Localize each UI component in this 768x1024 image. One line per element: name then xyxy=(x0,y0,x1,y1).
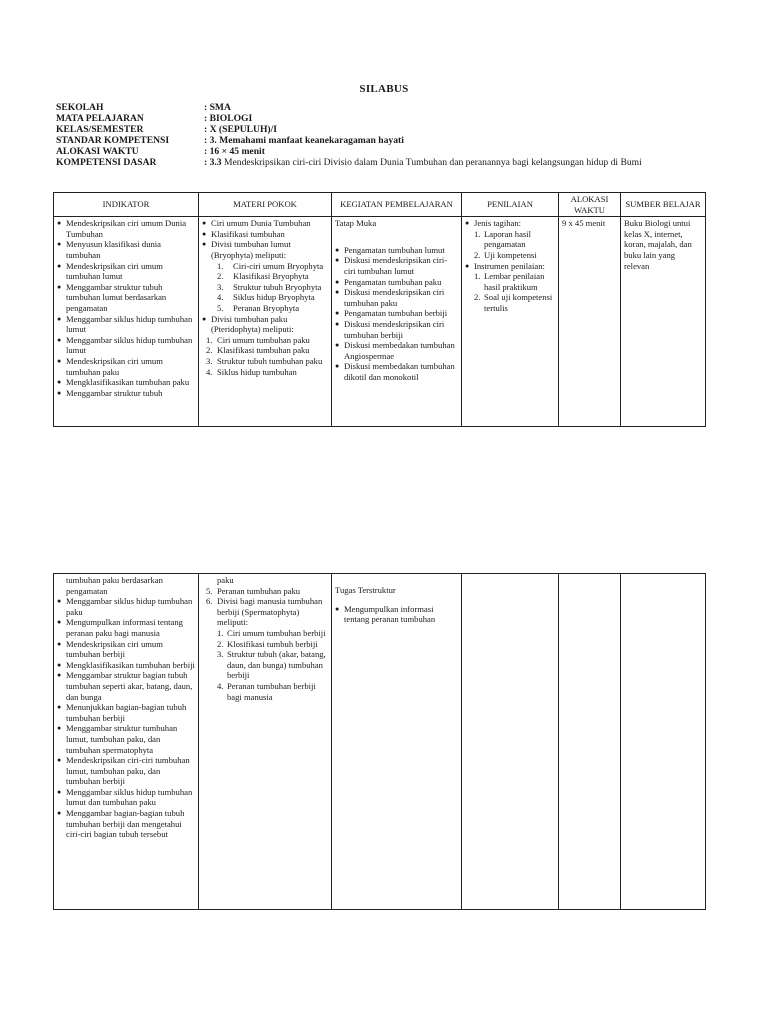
kd-text: Mendeskripsikan ciri-ciri Divisio dalam Dunia Tumbuhan dan peranannya bagi kelangsungan hidup di Bumi xyxy=(221,157,642,168)
list-item: ● Instrumen penilaian: xyxy=(465,261,555,272)
list-item: ● Klasifikasi tumbuhan xyxy=(202,229,328,240)
list-item: 2. Uji kompetensi xyxy=(474,249,537,260)
syllabus-table-2 xyxy=(53,573,706,910)
meta-row-mata-pelajaran xyxy=(56,113,642,124)
list-item: 1. Ciri-ciri umum Bryophyta xyxy=(217,260,324,271)
list-item: ● Mengumpulkan informasi tentang peranan paku bagi manusia xyxy=(57,617,195,638)
list-item: ● Menggambar siklus hidup tumbuhan lumut dan tumbuhan paku xyxy=(57,787,195,808)
meta-value xyxy=(204,157,642,168)
meta-label: STANDAR KOMPETENSI xyxy=(56,135,170,146)
list-item: 3. Struktur tubuh tumbuhan paku xyxy=(206,355,323,366)
cell-kegiatan xyxy=(332,217,462,427)
list-item: ● Mengklasifikasikan tumbuhan paku xyxy=(57,377,195,388)
cell-penilaian xyxy=(462,574,559,910)
list-item: ● Menggambar bagian-bagian tubuh tumbuhan berbiji dan mengetahui ciri-ciri bagian tubuh tersebut xyxy=(57,808,195,840)
cell-alokasi: 9 x 45 menit xyxy=(559,217,621,427)
list-item: ● Mendeskripsikan ciri umum tumbuhan lumut xyxy=(57,261,195,282)
list-item: 6. Divisi bagi manusia tumbuhan berbiji (Spermatophyta) meliputi: xyxy=(206,596,323,628)
cell-kegiatan xyxy=(332,574,462,910)
list-item: ● Menggambar struktur tubuh tumbuhan lumut berdasarkan pengamatan xyxy=(57,282,195,314)
list-item: ● Diskusi mendeskripsikan ciri tumbuhan paku xyxy=(335,287,458,308)
list-item: ● Divisi tumbuhan paku (Pteridophyta) meliputi: xyxy=(202,314,328,335)
list-item: 2. Klasifikasi tumbuhan paku xyxy=(206,345,310,356)
list-item: 1. Ciri umum tumbuhan berbiji xyxy=(217,627,326,638)
header-kegiatan-pembelajaran: KEGIATAN PEMBELAJARAN xyxy=(332,193,462,217)
list-item: 2. Soal uji kompetensi tertulis xyxy=(474,292,553,313)
list-item: ● Menggambar struktur tumbuhan lumut, tumbuhan paku, dan tumbuhan spermatophyta xyxy=(57,723,195,755)
list-item: ● Menggambar siklus hidup tumbuhan lumut xyxy=(57,314,195,335)
list-item-continued: tumbuhan paku berdasarkan pengamatan xyxy=(66,575,163,596)
meta-row-kompetensi-dasar xyxy=(56,157,642,168)
cell-indikator xyxy=(54,217,199,427)
meta-value: : BIOLOGI xyxy=(204,113,253,124)
list-item: 5. Peranan Bryophyta xyxy=(217,302,300,313)
identity-block xyxy=(56,102,642,168)
cell-sumber: Buku Biologi untui kelas X, internet, koran, majalah, dan buku lain yang relevan xyxy=(621,217,706,427)
table-header-row xyxy=(54,193,706,217)
list-item: 1. Lembar penilaian hasil praktikum xyxy=(474,271,545,292)
list-item: ● Menggambar siklus hidup tumbuhan lumut xyxy=(57,335,195,356)
list-item: ● Divisi tumbuhan lumut (Bryophyta) meliputi: xyxy=(202,239,328,260)
list-item: 1. Ciri umum tumbuhan paku xyxy=(206,334,310,345)
meta-value: : X (SEPULUH)/I xyxy=(204,124,278,135)
header-indikator: INDIKATOR xyxy=(54,193,199,217)
list-item: ● Menyusun klasifikasi dunia tumbuhan xyxy=(57,239,195,260)
meta-label: MATA PELAJARAN xyxy=(56,113,144,124)
list-item: ● Menggambar struktur bagian tubuh tumbuhan seperti akar, batang, daun, dan bunga xyxy=(57,670,195,702)
list-item: 2. Klasifikasi Bryophyta xyxy=(217,271,309,282)
syllabus-table-1 xyxy=(53,192,706,427)
cell-materi-pokok xyxy=(199,574,332,910)
list-item: ● Pengamatan tumbuhan berbiji xyxy=(335,308,458,319)
meta-row-standar-kompetensi xyxy=(56,135,642,146)
cell-materi-pokok xyxy=(199,217,332,427)
document-title: SILABUS xyxy=(359,83,409,95)
meta-label: KOMPETENSI DASAR xyxy=(56,157,157,168)
list-item: ● Mendeskripsikan ciri umum tumbuhan paku xyxy=(57,356,195,377)
kd-number: : 3.3 xyxy=(204,157,222,168)
list-item: ● Menunjukkan bagian-bagian tubuh tumbuhan berbiji xyxy=(57,702,195,723)
meta-label: SEKOLAH xyxy=(56,102,104,113)
list-item: ● Ciri umum Dunia Tumbuhan xyxy=(202,218,328,229)
kegiatan-heading: Tugas Terstruktur xyxy=(335,585,396,595)
list-item: 3. Struktur tubuh (akar, batang, daun, dan bunga) tumbuhan berbiji xyxy=(217,649,326,681)
list-item: ● Menggambar siklus hidup tumbuhan paku xyxy=(57,596,195,617)
table-row xyxy=(54,217,706,427)
header-sumber-belajar: SUMBER BELAJAR xyxy=(621,193,706,217)
meta-value: : 16 × 45 menit xyxy=(204,146,265,157)
kegiatan-heading: Tatap Muka xyxy=(335,218,377,229)
list-item: 4. Siklus hidup tumbuhan xyxy=(206,366,297,377)
table-row xyxy=(54,574,706,910)
list-item: ● Pengamatan tumbuhan lumut xyxy=(335,245,458,256)
meta-value: : SMA xyxy=(204,102,231,113)
meta-label: ALOKASI WAKTU xyxy=(56,146,139,157)
meta-label: KELAS/SEMESTER xyxy=(56,124,144,135)
header-alokasi-waktu: ALOKASI WAKTU xyxy=(559,193,621,217)
list-item: ● Jenis tagihan: xyxy=(465,218,555,229)
list-item: ● Diskusi membedakan tumbuhan dikotil dan monokotil xyxy=(335,361,458,382)
list-item: ● Pengamatan tumbuhan paku xyxy=(335,277,458,288)
list-item: ● Mengklasifikasikan tumbuhan berbiji xyxy=(57,660,195,671)
meta-row-sekolah xyxy=(56,102,642,113)
list-item: ● Mendeskripsikan ciri-ciri tumbuhan lumut, tumbuhan paku, dan tumbuhan berbiji xyxy=(57,755,195,787)
list-item: ● Diskusi membedakan tumbuhan Angiospermae xyxy=(335,340,458,361)
list-item: ● Mendeskripsikan ciri umum Dunia Tumbuhan xyxy=(57,218,195,239)
list-item: ● Mengumpulkan informasi tentang peranan tumbuhan xyxy=(335,604,458,625)
list-item: 1. Laporan hasil pengamatan xyxy=(474,228,532,250)
meta-value: : 3. Memahami manfaat keanekaragaman hayati xyxy=(204,135,404,146)
cell-indikator xyxy=(54,574,199,910)
list-item: 4. Siklus hidup Bryophyta xyxy=(217,292,315,303)
meta-row-kelas-semester xyxy=(56,124,642,135)
list-item: ● Diskusi mendeskripsikan ciri tumbuhan berbiji xyxy=(335,319,458,340)
list-item: 2. Klosifikasi tumbuh berbiji xyxy=(217,638,318,649)
list-item: ● Diskusi mendeskripsikan ciri-ciri tumbuhan lumut xyxy=(335,255,458,276)
cell-alokasi xyxy=(559,574,621,910)
list-item-continued: paku xyxy=(217,575,234,585)
header-materi-pokok: MATERI POKOK xyxy=(199,193,332,217)
list-item: 4. Peranan tumbuhan berbiji bagi manusia xyxy=(217,680,316,702)
list-item: 3. Struktur tubuh Bryophyta xyxy=(217,281,322,292)
meta-row-alokasi-waktu xyxy=(56,146,642,157)
cell-sumber xyxy=(621,574,706,910)
header-penilaian: PENILAIAN xyxy=(462,193,559,217)
list-item: 5. Peranan tumbuhan paku xyxy=(206,585,301,596)
list-item: ● Menggambar struktur tubuh xyxy=(57,388,195,399)
list-item: ● Mendeskripsikan ciri umum tumbuhan berbiji xyxy=(57,639,195,660)
cell-penilaian xyxy=(462,217,559,427)
